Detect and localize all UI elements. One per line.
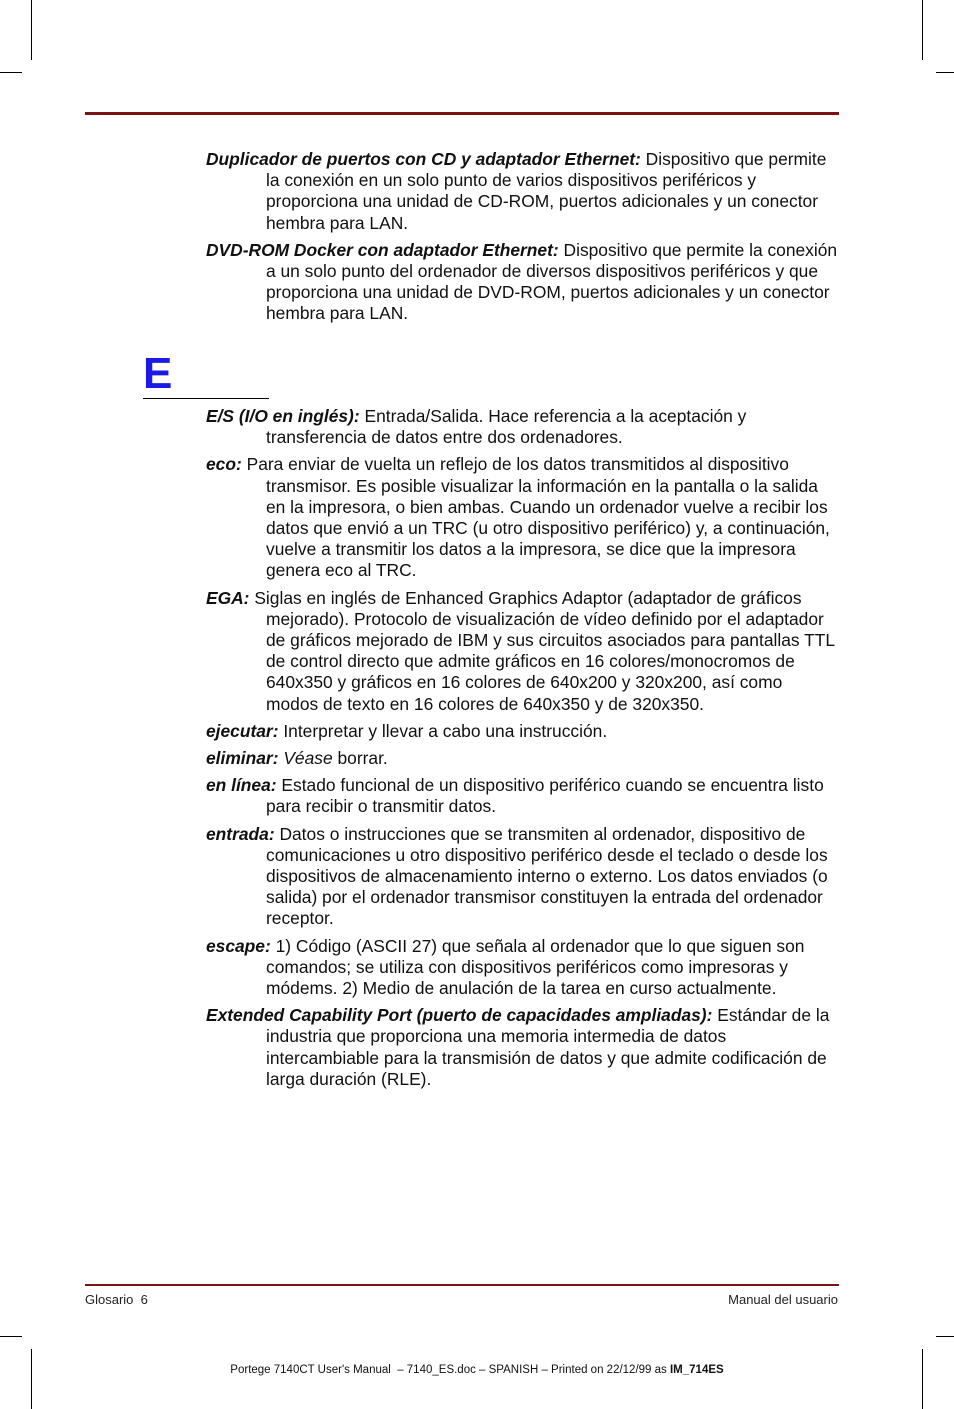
entry-definition: Interpretar y llevar a cabo una instrucción. <box>278 720 608 741</box>
entry-definition: Siglas en inglés de Enhanced Graphics Adaptor (adaptador de gráficos mejorado). Protocolo de visualización de vídeo definido por el adaptador de gráficos mejorado de IBM y sus circuitos asociados para pantallas TTL de control directo que admite gráficos en 16 colores/monocromos de 640x350 y gráficos en 16 colores de 640x200 y 320x200, así como modos de texto en 16 colores de 640x350 y de 320x350. <box>249 587 835 714</box>
glossary-entry <box>206 936 838 1000</box>
entry-definition: Estándar de la industria que proporciona una memoria intermedia de datos intercambiable para la transmisión de datos y que admite codificación de larga duración (RLE). <box>266 1005 830 1089</box>
section-rule <box>143 398 269 399</box>
entry-term: eliminar: <box>206 748 279 769</box>
glossary-entry <box>206 1005 838 1090</box>
section-heading-letter: E <box>143 349 173 398</box>
entry-term: escape: <box>206 935 271 956</box>
entry-term: ejecutar: <box>206 720 279 741</box>
entry-term: EGA: <box>206 587 250 608</box>
crop-mark <box>0 72 22 73</box>
entry-definition: Estado funcional de un dispositivo periférico cuando se encuentra listo para recibir o transmitir datos. <box>266 775 824 817</box>
glossary-entry <box>206 824 838 930</box>
entry-term: DVD-ROM Docker con adaptador Ethernet: <box>206 239 559 260</box>
entry-term: Duplicador de puertos con CD y adaptador Ethernet: <box>206 149 641 169</box>
crop-mark <box>922 0 923 60</box>
entry-term: en línea: <box>206 775 277 796</box>
glossary-entry <box>206 406 838 448</box>
print-info-line <box>0 1364 954 1376</box>
entry-definition: Entrada/Salida. Hace referencia a la aceptación y transferencia de datos entre dos ordenadores. <box>266 406 747 448</box>
crop-mark <box>922 1349 923 1409</box>
crop-mark <box>936 1336 954 1337</box>
glossary-entries-e <box>206 406 838 1096</box>
entry-definition: Dispositivo que permite la conexión en un solo punto de varios dispositivos periféricos y proporciona una unidad de CD-ROM, puertos adicionales y un conector hembra para LAN. <box>266 149 827 233</box>
glossary-entry <box>206 588 838 715</box>
glossary-entry <box>206 775 838 817</box>
entry-term: entrada: <box>206 823 275 844</box>
see-reference: Véase <box>278 748 333 769</box>
crop-mark <box>31 0 32 60</box>
glossary-entry <box>206 149 838 234</box>
entry-term: E/S (I/O en inglés): <box>206 406 360 426</box>
glossary-entries-top <box>206 149 838 331</box>
entry-definition: 1) Código (ASCII 27) que señala al ordenador que lo que siguen son comandos; se utiliza con dispositivos periféricos como impresoras y módems. 2) Medio de anulación de la tarea en curso actualmente. <box>266 935 805 999</box>
glossary-entry <box>206 240 838 325</box>
entry-definition: Dispositivo que permite la conexión a un solo punto del ordenador de diversos dispositivos periféricos y que proporciona una unidad de DVD-ROM, puertos adicionales y un conector hembra para LAN. <box>266 239 838 324</box>
entry-definition: Para enviar de vuelta un reflejo de los datos transmitidos al dispositivo transmisor. Es posible visualizar la información en la pantalla o la salida en la impresora, o bien ambas. Cuando un ordenador vuelve a recibir los datos que envió a un TRC (u otro dispositivo periférico) y, a continuación, vuelve a transmitir los datos a la impresora, se dice que la impresora genera eco al TRC. <box>241 454 830 581</box>
crop-mark <box>31 1349 32 1409</box>
glossary-entry <box>206 748 838 769</box>
footer-rule <box>85 1284 839 1286</box>
entry-definition: borrar. <box>332 748 388 769</box>
print-info-code: IM_714ES <box>669 1364 724 1376</box>
footer-manual-title: Manual del usuario <box>728 1292 838 1307</box>
print-info-text: Portege 7140CT User's Manual – 7140_ES.doc – SPANISH – Printed on 22/12/99 as <box>230 1364 670 1376</box>
crop-mark <box>0 1336 22 1337</box>
glossary-entry <box>206 454 838 581</box>
crop-mark <box>936 72 954 73</box>
entry-definition: Datos o instrucciones que se transmiten al ordenador, dispositivo de comunicaciones u otro dispositivo periférico desde el teclado o desde los dispositivos de almacenamiento interno o externo. Los datos enviados (o salida) por el ordenador transmisor constituyen la entrada del ordenador receptor. <box>266 823 828 929</box>
footer-page-label: Glosario 6 <box>85 1292 148 1307</box>
header-rule <box>85 112 839 115</box>
glossary-entry <box>206 721 838 742</box>
entry-term: Extended Capability Port (puerto de capacidades ampliadas): <box>206 1005 713 1026</box>
entry-term: eco: <box>206 454 242 475</box>
